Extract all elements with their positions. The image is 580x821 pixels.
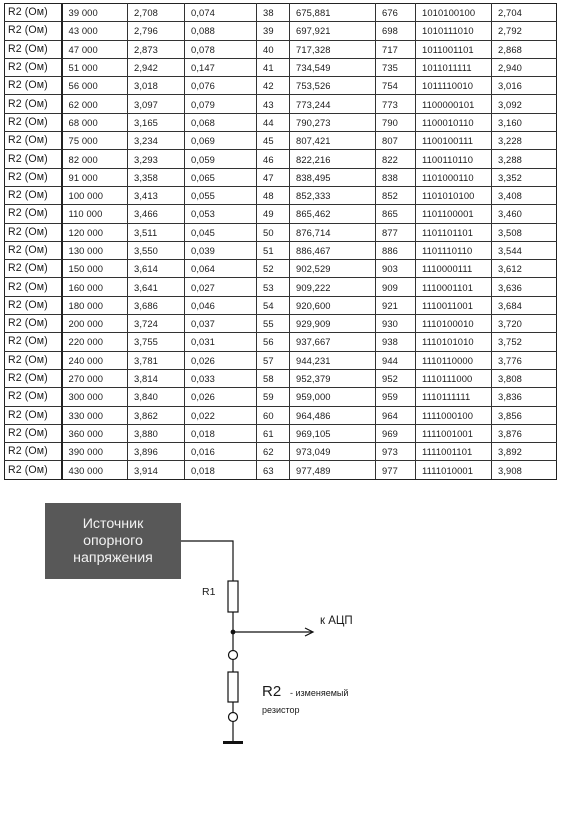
table-cell: 47 000 (62, 40, 128, 58)
table-cell: 47 (257, 168, 290, 186)
table-cell: 1010111010 (416, 22, 492, 40)
table-cell: 3,160 (492, 113, 557, 131)
table-cell: 40 (257, 40, 290, 58)
table-cell: 938 (376, 333, 416, 351)
table-cell: R2 (Ом) (5, 186, 62, 204)
table-cell: 3,896 (128, 443, 185, 461)
table-cell: 39 000 (62, 4, 128, 22)
table-cell: 877 (376, 223, 416, 241)
table-cell: 56 000 (62, 77, 128, 95)
table-cell: R2 (Ом) (5, 168, 62, 186)
table-cell: 0,018 (185, 424, 257, 442)
table-cell: 0,053 (185, 205, 257, 223)
table-cell: R2 (Ом) (5, 113, 62, 131)
table-cell: R2 (Ом) (5, 406, 62, 424)
table-cell: 180 000 (62, 296, 128, 314)
table-cell: R2 (Ом) (5, 4, 62, 22)
table-cell: 82 000 (62, 150, 128, 168)
table-cell: 3,776 (492, 351, 557, 369)
table-cell: 360 000 (62, 424, 128, 442)
table-cell: 2,942 (128, 58, 185, 76)
table-cell: 330 000 (62, 406, 128, 424)
r2-description-line1: - изменяемый (290, 688, 349, 698)
table-cell: 1111001001 (416, 424, 492, 442)
table-cell: 959,000 (290, 388, 376, 406)
source-label-line3: напряжения (73, 549, 153, 566)
table-cell: 0,039 (185, 241, 257, 259)
table-cell: 852,333 (290, 186, 376, 204)
table-cell: 2,796 (128, 22, 185, 40)
table-cell: R2 (Ом) (5, 260, 62, 278)
table-cell: 753,526 (290, 77, 376, 95)
table-cell: 0,026 (185, 388, 257, 406)
table-cell: 1011011111 (416, 58, 492, 76)
table-cell: 675,881 (290, 4, 376, 22)
table-cell: 100 000 (62, 186, 128, 204)
table-cell: 790,273 (290, 113, 376, 131)
table-cell: 921 (376, 296, 416, 314)
table-cell: 52 (257, 260, 290, 278)
table-cell: R2 (Ом) (5, 223, 62, 241)
table-cell: 39 (257, 22, 290, 40)
table-cell: 1110101010 (416, 333, 492, 351)
table-cell: R2 (Ом) (5, 315, 62, 333)
table-cell: 3,165 (128, 113, 185, 131)
r1-resistor (228, 581, 238, 612)
table-cell: 0,055 (185, 186, 257, 204)
table-cell: 45 (257, 132, 290, 150)
table-cell: 2,704 (492, 4, 557, 22)
table-cell: 51 (257, 241, 290, 259)
table-cell: 0,037 (185, 315, 257, 333)
table-cell: 120 000 (62, 223, 128, 241)
table-cell: 0,074 (185, 4, 257, 22)
table-cell: 56 (257, 333, 290, 351)
table-cell: R2 (Ом) (5, 443, 62, 461)
table-cell: R2 (Ом) (5, 369, 62, 387)
table-cell: 3,614 (128, 260, 185, 278)
table-cell: 807,421 (290, 132, 376, 150)
table-cell: 57 (257, 351, 290, 369)
table-cell: 973 (376, 443, 416, 461)
table-cell: 1110100010 (416, 315, 492, 333)
table-cell: 3,234 (128, 132, 185, 150)
table-cell: R2 (Ом) (5, 22, 62, 40)
table-cell: 1101110110 (416, 241, 492, 259)
table-cell: 0,046 (185, 296, 257, 314)
table-cell: 977,489 (290, 461, 376, 479)
table-cell: R2 (Ом) (5, 95, 62, 113)
table-cell: 0,018 (185, 461, 257, 479)
table-cell: 3,612 (492, 260, 557, 278)
table-cell: R2 (Ом) (5, 241, 62, 259)
table-cell: 977 (376, 461, 416, 479)
table-cell: 1110000111 (416, 260, 492, 278)
table-cell: R2 (Ом) (5, 205, 62, 223)
table-cell: 1011001101 (416, 40, 492, 58)
table-cell: 1100010110 (416, 113, 492, 131)
table-cell: 1100110110 (416, 150, 492, 168)
table-cell: 773,244 (290, 95, 376, 113)
table-cell: 952,379 (290, 369, 376, 387)
table-cell: 3,862 (128, 406, 185, 424)
table-cell: 54 (257, 296, 290, 314)
table-cell: 53 (257, 278, 290, 296)
table-cell: R2 (Ом) (5, 58, 62, 76)
table-cell: 3,880 (128, 424, 185, 442)
table-cell: 200 000 (62, 315, 128, 333)
table-cell: 1101100001 (416, 205, 492, 223)
table-cell: 0,016 (185, 443, 257, 461)
table-cell: 3,684 (492, 296, 557, 314)
table-cell: 1110111000 (416, 369, 492, 387)
table-cell: 909,222 (290, 278, 376, 296)
r2-terminal-bottom (229, 713, 238, 722)
source-label-line1: Источник (82, 515, 144, 532)
table-cell: 1111001101 (416, 443, 492, 461)
table-cell: 969 (376, 424, 416, 442)
table-cell: 43 (257, 95, 290, 113)
table-cell: 3,914 (128, 461, 185, 479)
table-cell: 430 000 (62, 461, 128, 479)
table-cell: 698 (376, 22, 416, 40)
table-cell: 3,892 (492, 443, 557, 461)
table-cell: 944,231 (290, 351, 376, 369)
table-cell: 3,720 (492, 315, 557, 333)
table-cell: 838,495 (290, 168, 376, 186)
table-cell: 1111000100 (416, 406, 492, 424)
table-cell: 929,909 (290, 315, 376, 333)
table-cell: 903 (376, 260, 416, 278)
table-cell: 0,026 (185, 351, 257, 369)
table-cell: 2,940 (492, 58, 557, 76)
table-cell: 937,667 (290, 333, 376, 351)
table-cell: 3,814 (128, 369, 185, 387)
table-cell: R2 (Ом) (5, 296, 62, 314)
table-cell: 43 000 (62, 22, 128, 40)
table-cell: 964 (376, 406, 416, 424)
table-cell: 62 (257, 443, 290, 461)
ground-symbol (223, 741, 243, 744)
table-cell: 41 (257, 58, 290, 76)
table-cell: 697,921 (290, 22, 376, 40)
table-cell: 964,486 (290, 406, 376, 424)
table-cell: 3,636 (492, 278, 557, 296)
table-cell: R2 (Ом) (5, 278, 62, 296)
table-cell: 3,466 (128, 205, 185, 223)
table-cell: 2,792 (492, 22, 557, 40)
table-cell: 969,105 (290, 424, 376, 442)
table-cell: 2,708 (128, 4, 185, 22)
table-cell: 61 (257, 424, 290, 442)
r2-description-line2: резистор (262, 705, 300, 715)
table-cell: R2 (Ом) (5, 461, 62, 479)
r2-label: R2 (262, 683, 282, 700)
table-cell: R2 (Ом) (5, 388, 62, 406)
table-cell: 62 000 (62, 95, 128, 113)
table-cell: 3,413 (128, 186, 185, 204)
table-cell: 3,876 (492, 424, 557, 442)
table-cell: R2 (Ом) (5, 40, 62, 58)
table-cell: 75 000 (62, 132, 128, 150)
table-cell: 1011110010 (416, 77, 492, 95)
table-cell: 3,288 (492, 150, 557, 168)
table-cell: 0,027 (185, 278, 257, 296)
table-cell: 876,714 (290, 223, 376, 241)
table-cell: 3,460 (492, 205, 557, 223)
table-cell: 58 (257, 369, 290, 387)
table-cell: 50 (257, 223, 290, 241)
table-cell: 0,065 (185, 168, 257, 186)
table-cell: 1101010100 (416, 186, 492, 204)
table-cell: 734,549 (290, 58, 376, 76)
table-cell: 3,550 (128, 241, 185, 259)
table-cell: 3,018 (128, 77, 185, 95)
r1-label: R1 (202, 586, 216, 598)
table-cell: 38 (257, 4, 290, 22)
table-cell: 2,868 (492, 40, 557, 58)
table-cell: 3,840 (128, 388, 185, 406)
table-cell: 676 (376, 4, 416, 22)
table-cell: 920,600 (290, 296, 376, 314)
table-cell: 1101000110 (416, 168, 492, 186)
table-cell: 3,358 (128, 168, 185, 186)
table-cell: 0,064 (185, 260, 257, 278)
table-cell: 68 000 (62, 113, 128, 131)
table-cell: 0,088 (185, 22, 257, 40)
table-cell: R2 (Ом) (5, 424, 62, 442)
table-cell: 930 (376, 315, 416, 333)
table-cell: 886,467 (290, 241, 376, 259)
table-cell: 3,808 (492, 369, 557, 387)
table-cell: 60 (257, 406, 290, 424)
adc-label: к АЦП (320, 615, 353, 627)
table-cell: 49 (257, 205, 290, 223)
table-cell: 160 000 (62, 278, 128, 296)
table-cell: 807 (376, 132, 416, 150)
r2-resistor (228, 672, 238, 702)
table-cell: 130 000 (62, 241, 128, 259)
table-cell: 2,873 (128, 40, 185, 58)
table-cell: 3,781 (128, 351, 185, 369)
table-cell: 822 (376, 150, 416, 168)
table-cell: 0,045 (185, 223, 257, 241)
table-cell: 773 (376, 95, 416, 113)
table-cell: 838 (376, 168, 416, 186)
table-cell: 865 (376, 205, 416, 223)
table-cell: 735 (376, 58, 416, 76)
table-cell: 3,228 (492, 132, 557, 150)
table-cell: 0,079 (185, 95, 257, 113)
table-cell: 390 000 (62, 443, 128, 461)
table-cell: 3,293 (128, 150, 185, 168)
table-cell: R2 (Ом) (5, 132, 62, 150)
table-cell: 0,059 (185, 150, 257, 168)
table-cell: 822,216 (290, 150, 376, 168)
table-cell: 270 000 (62, 369, 128, 387)
table-cell: 150 000 (62, 260, 128, 278)
table-cell: 240 000 (62, 351, 128, 369)
table-cell: 3,092 (492, 95, 557, 113)
table-cell: 51 000 (62, 58, 128, 76)
table-cell: 1110011001 (416, 296, 492, 314)
table-cell: 0,147 (185, 58, 257, 76)
table-cell: 1111010001 (416, 461, 492, 479)
table-cell: 1110111111 (416, 388, 492, 406)
table-cell: R2 (Ом) (5, 333, 62, 351)
table-cell: 3,686 (128, 296, 185, 314)
table-cell: R2 (Ом) (5, 150, 62, 168)
table-cell: 3,408 (492, 186, 557, 204)
table-cell: 1100100111 (416, 132, 492, 150)
table-cell: 1010100100 (416, 4, 492, 22)
table-cell: 909 (376, 278, 416, 296)
table-cell: 1100000101 (416, 95, 492, 113)
table-cell: 300 000 (62, 388, 128, 406)
table-cell: R2 (Ом) (5, 351, 62, 369)
table-cell: 0,078 (185, 40, 257, 58)
table-cell: 3,724 (128, 315, 185, 333)
table-cell: 3,752 (492, 333, 557, 351)
table-cell: 48 (257, 186, 290, 204)
source-wire (181, 541, 233, 581)
table-cell: 110 000 (62, 205, 128, 223)
table-cell: 0,068 (185, 113, 257, 131)
table-cell: 717,328 (290, 40, 376, 58)
table-cell: 886 (376, 241, 416, 259)
table-cell: 3,016 (492, 77, 557, 95)
table-cell: 902,529 (290, 260, 376, 278)
table-cell: 754 (376, 77, 416, 95)
table-cell: 717 (376, 40, 416, 58)
table-cell: 44 (257, 113, 290, 131)
source-label-line2: опорного (83, 532, 143, 549)
table-cell: 1101101101 (416, 223, 492, 241)
table-cell: R2 (Ом) (5, 77, 62, 95)
table-cell: 59 (257, 388, 290, 406)
table-cell: 3,097 (128, 95, 185, 113)
table-cell: 1110001101 (416, 278, 492, 296)
table-cell: 0,022 (185, 406, 257, 424)
table-cell: 42 (257, 77, 290, 95)
r2-terminal-top (229, 651, 238, 660)
table-cell: 3,508 (492, 223, 557, 241)
table-cell: 0,069 (185, 132, 257, 150)
table-cell: 0,031 (185, 333, 257, 351)
table-cell: 0,033 (185, 369, 257, 387)
table-cell: 55 (257, 315, 290, 333)
table-cell: 3,908 (492, 461, 557, 479)
table-cell: 852 (376, 186, 416, 204)
table-cell: 91 000 (62, 168, 128, 186)
table-cell: 3,836 (492, 388, 557, 406)
junction-dot (231, 630, 236, 635)
table-cell: 3,511 (128, 223, 185, 241)
table-cell: 865,462 (290, 205, 376, 223)
table-cell: 952 (376, 369, 416, 387)
table-cell: 1110110000 (416, 351, 492, 369)
table-cell: 3,755 (128, 333, 185, 351)
table-cell: 63 (257, 461, 290, 479)
table-cell: 790 (376, 113, 416, 131)
table-cell: 0,076 (185, 77, 257, 95)
table-cell: 3,856 (492, 406, 557, 424)
table-cell: 46 (257, 150, 290, 168)
table-cell: 220 000 (62, 333, 128, 351)
table-cell: 3,641 (128, 278, 185, 296)
table-cell: 3,352 (492, 168, 557, 186)
table-cell: 973,049 (290, 443, 376, 461)
table-cell: 959 (376, 388, 416, 406)
table-cell: 944 (376, 351, 416, 369)
table-cell: 3,544 (492, 241, 557, 259)
reference-voltage-source (45, 503, 181, 579)
